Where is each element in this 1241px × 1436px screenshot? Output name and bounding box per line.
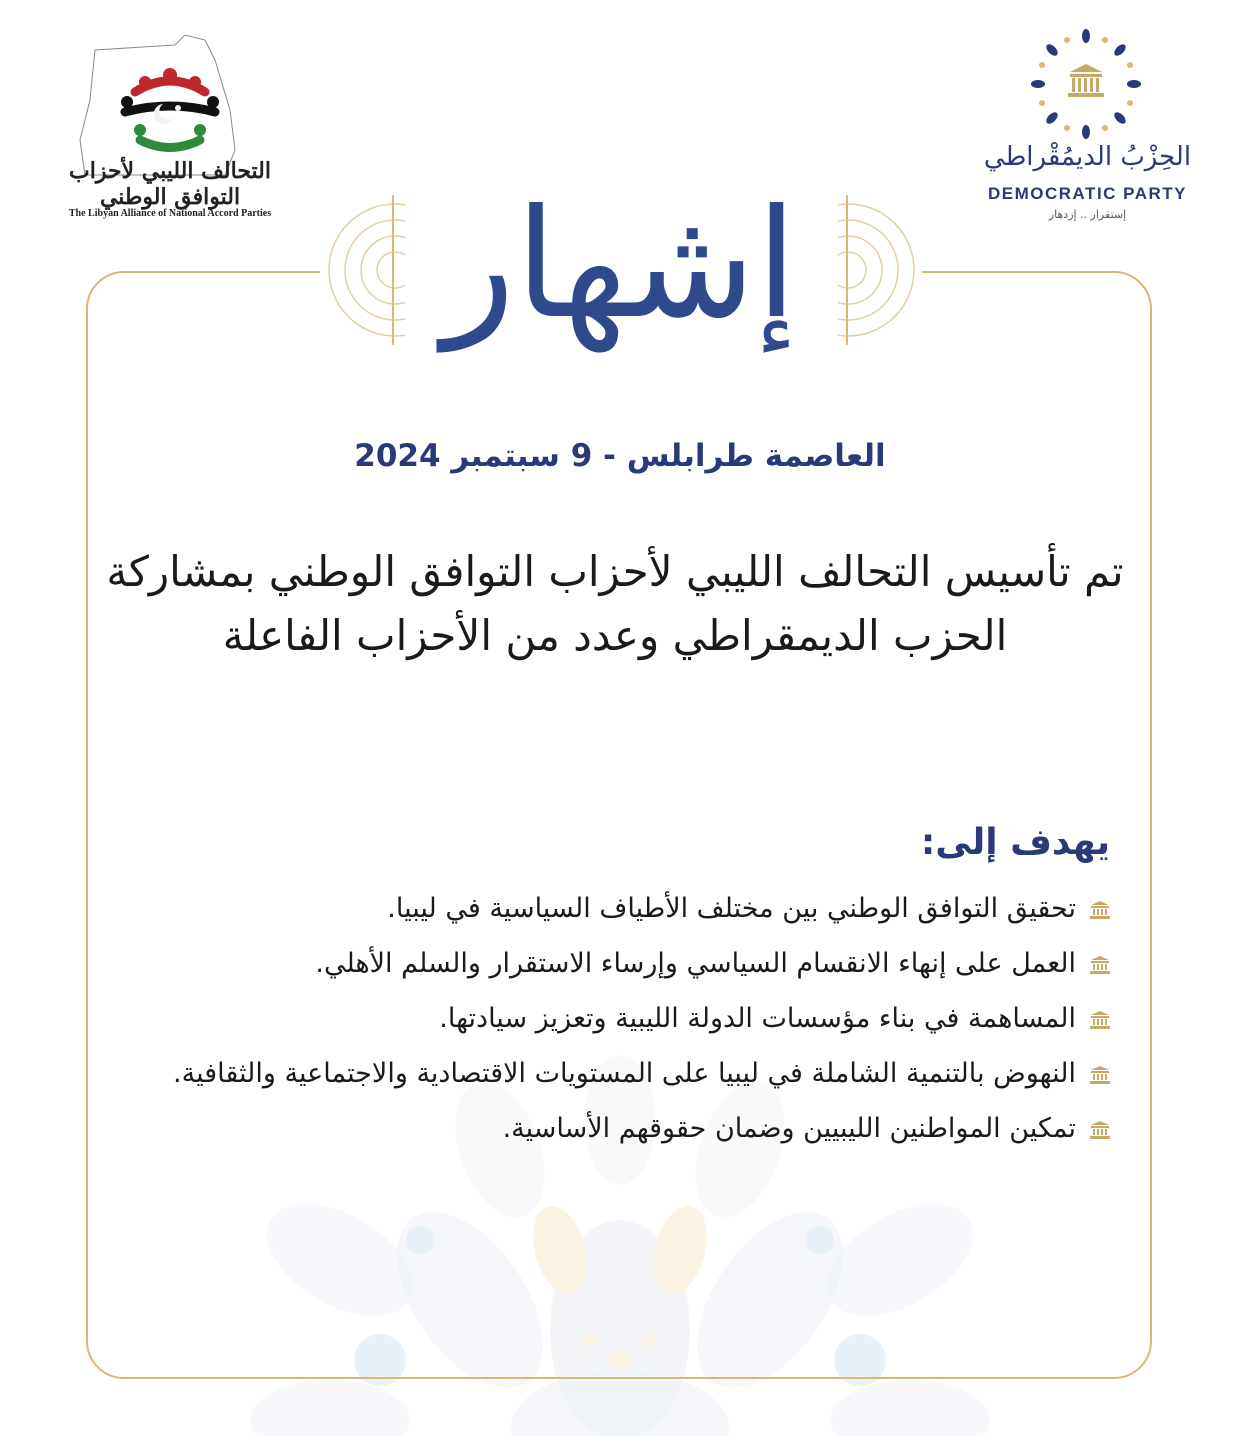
goal-text: النهوض بالتنمية الشاملة في ليبيا على المستويات الاقتصادية والاجتماعية والثقافية. — [173, 1058, 1076, 1089]
pillar-icon — [1090, 901, 1110, 919]
pillar-icon — [1090, 1011, 1110, 1029]
announcement-statement: تم تأسيس التحالف الليبي لأحزاب التوافق الوطني بمشاركة الحزب الديمقراطي وعدد من الأحزاب الفاعلة — [106, 547, 1124, 660]
left-logo-english-name: The Libyan Alliance of National Accord Parties — [68, 208, 272, 219]
pillar-icon — [1090, 1121, 1110, 1139]
dateline: العاصمة طرابلس - 9 سبتمبر 2024 — [354, 438, 886, 474]
goals-title: يهدف إلى: — [920, 822, 1110, 863]
goal-text: تمكين المواطنين الليبيين وضمان حقوقهم الأساسية. — [502, 1113, 1076, 1144]
goals-list — [120, 890, 1110, 1165]
page-title: إشهار — [442, 178, 798, 352]
goal-item — [120, 1055, 1110, 1092]
pillar-icon — [1090, 956, 1110, 974]
left-logo-arabic-name: التحالف الليبي لأحزاب التوافق الوطني — [69, 158, 271, 210]
goal-item — [120, 890, 1110, 927]
right-dot-ornament-icon — [838, 195, 918, 345]
goal-text: المساهمة في بناء مؤسسات الدولة الليبية وتعزيز سيادتها. — [439, 1003, 1076, 1034]
pillar-icon — [1090, 1066, 1110, 1084]
left-ornament-line — [392, 195, 394, 345]
right-logo-slogan: إستقرار .. إزدهار — [1048, 208, 1127, 221]
goal-text: العمل على إنهاء الانقسام السياسي وإرساء الاستقرار والسلم الأهلي. — [315, 948, 1076, 979]
goal-item — [120, 1000, 1110, 1037]
right-logo-english-name: DEMOCRATIC PARTY — [987, 184, 1188, 203]
right-ornament-line — [846, 195, 848, 345]
goal-item — [120, 1110, 1110, 1147]
goal-item — [120, 945, 1110, 982]
goal-text: تحقيق التوافق الوطني بين مختلف الأطياف السياسية في ليبيا. — [387, 893, 1076, 924]
courthouse-icon — [1030, 28, 1142, 140]
right-logo-arabic-name: الحِزْبُ الديمُقْراطي — [983, 142, 1192, 172]
